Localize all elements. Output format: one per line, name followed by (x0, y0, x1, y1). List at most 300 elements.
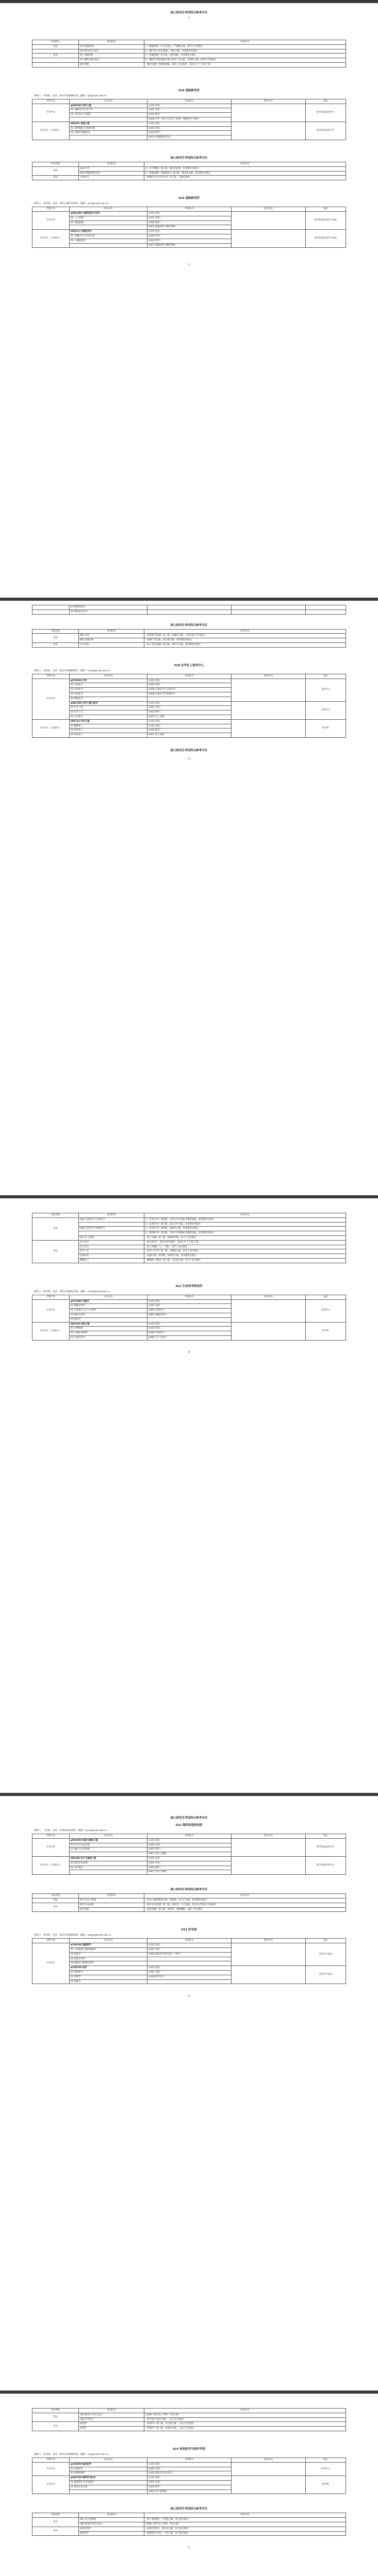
table-header-cell: 考试科目 (147, 2458, 231, 2462)
table-cell: 1.《有机化学》第四版，高鸿宾主编，高等教育出版社 (144, 1227, 346, 1231)
table-cell: ②201 英语一 (147, 706, 231, 710)
table-cell: ③302 数学二 (147, 710, 231, 715)
table-cell: 02 核技术及应用 (69, 2485, 147, 2489)
table-cell (69, 117, 147, 122)
table-cell: 《数字信号处理》第三版，高西全、丁玉美编，西安电子科技大学出版社 (144, 1903, 346, 1907)
table-cell: ③626 无机化学与分析化学 (147, 688, 231, 692)
table-cell: 01 化学工程 (69, 706, 147, 710)
table-header-cell: 参考书目 (144, 40, 346, 45)
table-cell: 同等学力 (306, 1299, 346, 1322)
section-title: 023 医学部 (181, 1928, 197, 1932)
page-number: 21 (187, 2546, 191, 2549)
table-cell: ②201 英语一 (147, 108, 231, 113)
table-cell: 851 原子核物理 (79, 2518, 144, 2522)
table-cell: 笔试 (32, 166, 79, 176)
table-cell: 862 电路分析 (79, 638, 144, 643)
table-cell: 放射生物学 (79, 2527, 144, 2531)
page-number: 17 (187, 263, 191, 266)
table-cell: 03 物联网技术 (69, 605, 147, 610)
table-cell: 笔试 (32, 44, 79, 49)
table-cell (231, 2462, 305, 2476)
table-cell: 跨学科 (306, 1322, 346, 1340)
table-cell: ②201 英语一 (147, 216, 231, 221)
table-cell: 通信原理 (79, 1907, 144, 1912)
table-header-cell: 考试科目 (79, 1894, 144, 1899)
table-cell: ④845 细胞生物学 (147, 1313, 231, 1317)
table-cell (69, 1852, 147, 1857)
table-cell: 881 材料 (79, 634, 144, 638)
table-cell: 02. 光电显示与照明 (69, 113, 147, 117)
table-cell: 学术学位 (32, 679, 70, 719)
table-header-cell: 考试科目 (79, 2409, 144, 2413)
table-cell: 跨学科或同等学力 (306, 122, 346, 140)
page-separator (0, 1793, 378, 1796)
page-number: 20 (187, 1994, 191, 1997)
section-title: 022 海洋信息研究院 (175, 1824, 203, 1827)
table-cell: 2.《物理化学》第五版，天津大学物理化学教研室编，高等教育出版社 (144, 1231, 346, 1236)
table-cell: 《综合化学》，苏州大学出版社，2015 年 7 月第 1 版 (144, 1240, 346, 1245)
exam-books-table (32, 1893, 346, 1912)
table-cell: 01. 机械原理 (79, 54, 144, 58)
table-header-cell: 专业方向 (69, 99, 147, 104)
table-cell (231, 1838, 305, 1856)
table-cell: 833 机械原理及设计 (79, 171, 144, 176)
table-cell: ④837 化工原理 (147, 715, 231, 719)
table-cell: 349 药学综合 (79, 2417, 144, 2422)
table-cell (231, 1856, 305, 1874)
table-cell: ◆070300 化学 (69, 679, 147, 683)
table-header-cell: 参考书目 (144, 1894, 346, 1899)
table-cell: 跨学科或同等学力加试 (306, 211, 346, 229)
table-cell: 跨学科或同等学力 (306, 1838, 346, 1856)
table-cell: 《化学工艺学》第二版，米镇涛主编，化学工业出版社 (144, 1249, 346, 1254)
table-header-cell: 考试科目 (147, 1295, 231, 1299)
table-cell: ②201 英语一 (147, 1970, 231, 1975)
table-cell: 《化工原理》（上、下册），化学工业出版社 (144, 1245, 346, 1249)
table-cell: ③301 数学一 (147, 1848, 231, 1852)
table-cell: 01 辐射防护及环境保护 (69, 2480, 147, 2485)
table-header-cell: 参考书目 (231, 99, 305, 104)
table-cell: ①101 政治 (147, 104, 231, 108)
table-header-cell: 考试科目 (79, 2513, 144, 2518)
table-cell: 03 药理学 (69, 1979, 147, 1984)
table-cell: ②204 英语二 (147, 126, 231, 131)
table-cell: ③302 数学二 (147, 728, 231, 733)
contact-line: 联系人：刘老师，电话：0512-65880361，邮箱：hxyjs@suda.edu.cn (34, 669, 110, 672)
table-cell: 专业学位（工程硕士） (32, 122, 70, 140)
table-cell: 03 神经生物学 (69, 1313, 147, 1317)
table-cell: ①101 政治 (147, 1322, 231, 1327)
table-cell: 《精细化工概论》第三版，宋启煌主编，化学工业出版社 (144, 1258, 346, 1263)
table-cell: 01 精细化工 (69, 724, 147, 728)
table-cell (147, 1317, 231, 1322)
table-cell (231, 609, 305, 614)
table-cell: 02 水声通信 (69, 1866, 147, 1870)
table-header-cell: 考试类型 (32, 1213, 79, 1218)
exam-books-table (32, 162, 346, 180)
exam-books-table (32, 629, 346, 648)
table-cell: ②201 英语一 (147, 1947, 231, 1952)
table-cell: ①101 政治 (147, 122, 231, 126)
document-page (32, 2398, 346, 2549)
table-header-cell: 备注 (306, 1295, 346, 1299)
table-cell: 306 临床医学综合能力 (79, 2413, 144, 2417)
table-cell: ②201 英语一 (147, 683, 231, 688)
table-cell: 综合化学 (79, 1240, 144, 1245)
table-cell: ①101 政治 (147, 230, 231, 234)
table-cell: ③349 药学综合 (147, 1975, 231, 1979)
table-cell: 01 生物制药 (69, 1327, 147, 1331)
table-cell (231, 104, 305, 122)
table-cell: 04 遗传学 (69, 1317, 147, 1322)
table-cell: ◆100700 药学 (69, 1966, 147, 1971)
table-cell: 03 病原生物学 (69, 1957, 147, 1961)
program-table (32, 99, 346, 140)
table-cell: 085216 化学工程 (69, 719, 147, 724)
table-cell: ①101 政治 (147, 1966, 231, 1971)
table-header-cell: 考试科目 (79, 1213, 144, 1218)
table-cell: 03 环境化工 (69, 733, 147, 738)
table-header-cell: 考试类型 (32, 1894, 79, 1899)
table-header-cell: 考试科目 (147, 99, 231, 104)
table-cell: 085238 生物工程 (69, 1322, 147, 1327)
table-cell: 同等学力加试 (306, 1943, 346, 1966)
table-cell (69, 225, 147, 230)
table-cell: 专业学位（工程硕士） (32, 719, 70, 737)
table-cell: 《电子技术基础》第六版，康华光主编，高等教育出版社 (144, 642, 346, 647)
table-cell: 复试 (32, 2422, 79, 2431)
table-cell: ①101 政治 (147, 1943, 231, 1948)
table-cell: 专业学位（工程硕士） (32, 1856, 70, 1874)
table-cell: 2.《数字电子技术基础》，阎石主编，高等教育出版社 (144, 49, 346, 54)
table-cell: 1.《数据结构（C 语言版）》，严蔚敏主编，清华大学出版社 (144, 44, 346, 49)
table-cell: 笔试 (32, 2413, 79, 2422)
table-cell: 837 化工原理 (79, 1235, 144, 1240)
table-cell: 《化工原理》第三版，陈敏恒等编，化学工业出版社 (144, 1235, 346, 1240)
table-cell: ①101 政治 (147, 701, 231, 706)
table-header-cell: 学科专业 (32, 674, 70, 679)
table-cell (79, 1231, 144, 1236)
program-table (32, 1295, 346, 1341)
table-cell (147, 605, 231, 610)
table-header-cell: 考试科目 (79, 629, 144, 634)
table-cell: 02 药剂学 (69, 1975, 147, 1979)
table-cell: 02 化学工艺 (69, 710, 147, 715)
table-cell: 01 放射医学 (69, 2467, 147, 2471)
table-header-cell: 考试类型 (32, 2513, 79, 2518)
exam-books-table (32, 2408, 346, 2431)
contact-line: 联系人：刘老师，电话：0512-86770010，邮箱：yjsb@suda.edu.cn (34, 202, 109, 206)
table-cell: 085211 计算机技术 (69, 230, 147, 234)
table-cell: 1.《无机化学》第四版，天津大学无机化学教研室编，高等教育出版社 (144, 1217, 346, 1222)
table-cell: 02 通信与信息系统 (69, 1848, 147, 1852)
table-cell (306, 605, 346, 610)
running-header: 硕士研究生考试科目参考书目 (170, 749, 208, 752)
table-cell (231, 122, 305, 140)
table-cell: 笔试 (32, 1217, 79, 1240)
table-cell: 复试 (32, 176, 79, 180)
table-cell: 02. 大数据技术 (69, 239, 147, 243)
table-cell (69, 135, 147, 140)
table-cell: 《信号与线性系统分析》第四版，吴大正主编，高等教育出版社 (144, 1898, 346, 1903)
table-cell: ①101 政治 (147, 2462, 231, 2467)
table-header-cell: 学科专业 (32, 1834, 70, 1839)
table-cell (69, 243, 147, 248)
table-cell: ③306 临床医学综合能力（西医） (147, 1952, 231, 1957)
contact-line: 联系人：杨老师，电话：0512-65882015，邮箱：smkx@suda.edu.cn (34, 1290, 110, 1293)
table-cell (231, 211, 305, 229)
program-table (32, 2458, 346, 2494)
table-cell: 专业学位 (32, 2476, 70, 2494)
table-cell: 专业学位（工程硕士） (32, 1322, 70, 1340)
contact-line: 联系人：周老师，电话：0512-65880063，邮箱：rmp@suda.edu.cn (34, 2453, 109, 2456)
document-page (32, 1202, 346, 1353)
contact-line: 联系人：王老师，电话：15951022290，邮箱：hyxx@suda.edu.cn (34, 1829, 107, 1832)
table-cell: 《放射生物学》，龚守良主编，原子能出版社 (144, 2527, 346, 2531)
program-table (32, 1834, 346, 1875)
table-cell (231, 1966, 305, 1984)
table-cell (32, 62, 79, 67)
table-cell: ◆080300 光学工程 (69, 104, 147, 108)
table-header-cell: 参考书目 (231, 2458, 305, 2462)
table-cell: 626 无机化学与分析化学 (79, 1217, 144, 1222)
contact-line: 联系人：郭老师，电话：0512-65880052，邮箱：yxbyjs@suda.edu.cn (34, 1934, 111, 1937)
table-cell: 085201 机械工程 (69, 122, 147, 126)
table-cell: 《药学综合考试大纲》，人民卫生出版社 (144, 2417, 346, 2422)
exam-books-table (32, 40, 346, 67)
table-cell: ①101 政治 (147, 679, 231, 683)
table-cell: 《辐射防护导论》，方杰主编，原子能出版社 (144, 2531, 346, 2536)
table-cell: ②204 英语二 (147, 724, 231, 728)
table-cell: 2.《微型计算机原理与接口技术》第五版，冯博琴主编，清华大学出版社 (144, 58, 346, 63)
page-separator (0, 1195, 378, 1198)
table-cell: 跨学科或同等学力 (306, 104, 346, 122)
table-cell: 学术学位 (32, 1299, 70, 1322)
table-cell: 02 生物化学与分子生物学 (69, 1309, 147, 1313)
table-cell (231, 230, 305, 248)
table-cell: 01. 微纳光学与光子学 (69, 108, 147, 113)
table-cell: 笔试 (32, 634, 79, 643)
table-header-cell: 学科专业 (32, 2458, 70, 2462)
section-title: 021 生命科学研究所 (175, 1284, 203, 1288)
table-cell: ③306 临床医学综合能力 (147, 2471, 231, 2476)
table-cell: 学术学位 (32, 1943, 70, 1984)
table-cell: 光学综合 (79, 176, 144, 180)
table-header-cell: 参考书目 (144, 1213, 346, 1218)
table-cell (69, 2489, 147, 2494)
table-header-cell: 专业方向 (69, 1295, 147, 1299)
table-cell: ④877 信号与系统 (147, 1852, 231, 1857)
table-cell: ③630 生物化学 (147, 1309, 231, 1313)
table-header-cell: 考试类型 (32, 629, 79, 634)
table-cell: ④872 数据结构与操作系统 (147, 243, 231, 248)
table-cell: ④836 有机化学与物理化学 (147, 692, 231, 697)
section-title: 020 化学化工研究中心 (174, 664, 204, 667)
table-cell: ①101 政治 (147, 1838, 231, 1843)
table-cell: ③301 数学一 (147, 221, 231, 225)
table-cell: 病理学 (79, 2422, 144, 2427)
table-cell: 830 光学 (79, 166, 144, 171)
table-header-cell: 专业方向 (69, 1939, 147, 1943)
table-cell (231, 605, 305, 610)
table-cell: 《物理光学与应用光学》第三版，石顺祥等编 (144, 176, 346, 180)
table-header-cell: 考试科目 (79, 162, 144, 166)
table-cell: 同等学力 (306, 701, 346, 719)
table-cell: ③302 数学二 (147, 131, 231, 135)
table-cell: 学术学位 (32, 2462, 70, 2476)
table-cell: ④877 信号与系统 (147, 1870, 231, 1875)
table-cell: 01 人体解剖与组织胚胎学 (69, 1947, 147, 1952)
table-header-cell: 参考书目 (144, 162, 346, 166)
running-header: 硕士研究生考试科目参考书目 (170, 2507, 208, 2511)
table-cell: 《药理学》第八版，朱依谆主编，人民卫生出版社 (144, 2427, 346, 2431)
table-header-cell: 考试科目 (79, 40, 144, 45)
table-cell: ②201 英语一 (147, 2467, 231, 2471)
table-cell: 《通信原理》第七版，樊昌信、曹丽娜编，国防工业出版社 (144, 1907, 346, 1912)
table-header-cell: 备注 (306, 2458, 346, 2462)
document-page (32, 605, 346, 760)
table-cell: 药理学 (79, 2427, 144, 2431)
running-header: 硕士研究生考试科目参考书目 (170, 156, 208, 160)
table-cell: 跨学科或同等学力 (306, 1856, 346, 1874)
table-cell (32, 605, 70, 610)
table-header-cell: 考试科目 (147, 674, 231, 679)
table-header-cell: 学科专业 (32, 1939, 70, 1943)
table-cell: 复试 (32, 54, 79, 58)
table-cell: 01. 微纳制造与智能检测 (69, 126, 147, 131)
table-cell: 学术学位 (32, 104, 70, 122)
table-cell: 笔试 (32, 1898, 79, 1903)
table-cell: 2.《机械原理》《机械设计》第九版，濮良贵主编，高等教育出版社 (144, 171, 346, 176)
table-cell: 专业学位（工程硕士） (32, 230, 70, 248)
table-cell: 同等学力 (306, 2462, 346, 2476)
table-cell: ◆081700 化学工程与技术 (69, 701, 147, 706)
exam-books-table (32, 2513, 346, 2536)
table-cell: 学术学位 (32, 1838, 70, 1856)
table-cell (231, 1322, 305, 1340)
table-cell: 《材料科学基础》第三版，胡赓祥主编，上海交通大学出版社 (144, 634, 346, 638)
table-header-cell: 专业方向 (69, 1834, 147, 1839)
table-cell: 学术学位 (32, 211, 70, 229)
program-table (32, 674, 346, 738)
table-cell (69, 1870, 147, 1875)
table-cell: 04 物理化学 (69, 697, 147, 701)
table-cell (231, 1943, 305, 1966)
contact-line: 联系人：乔瑞丽，电话：0512-62088114，邮箱：qrl@suda.edu.cn (34, 94, 107, 97)
table-cell: 数字信号处理 (79, 1903, 144, 1907)
table-header-cell: 备注 (306, 1939, 346, 1943)
table-cell: 01. 机器学习与认知计算 (69, 234, 147, 239)
table-header-cell: 参考书目 (144, 2409, 346, 2413)
table-header-cell: 考试科目 (147, 1939, 231, 1943)
table-header-cell: 参考书目 (231, 1834, 305, 1839)
table-cell: ②204 英语二 (147, 234, 231, 239)
table-cell: 873 数字电子技术 (79, 49, 144, 54)
table-cell: ④872 数据结构与操作系统 (147, 225, 231, 230)
table-cell: 306 临床医学综合能力 (79, 2522, 144, 2527)
table-cell: ④833 机械原理及设计 (147, 135, 231, 140)
table-cell: 跨学科 (306, 2476, 346, 2494)
table-header-cell: 备注 (306, 99, 346, 104)
table-header-cell: 考试科目 (147, 207, 231, 212)
table-cell: 03 有机化学 (69, 692, 147, 697)
section-title: 019 基础研究所 (178, 197, 200, 200)
table-cell: ◆081000 信息与通信工程 (69, 1838, 147, 1843)
table-cell: 01. 人工智能 (69, 216, 147, 221)
table-cell: 085208 电子与通信工程 (69, 1856, 147, 1861)
table-header-cell: 考试类型 (32, 2409, 79, 2413)
page-separator (0, 0, 378, 3)
table-cell: ②201 英语一 (147, 1304, 231, 1309)
table-cell: ②201 英语一 (147, 2480, 231, 2485)
table-cell: 全国硕士研究生入学统一考试大纲 (144, 2522, 346, 2527)
table-cell: 精细化工 (79, 1258, 144, 1263)
table-cell (306, 609, 346, 614)
table-header-cell: 参考书目 (231, 674, 305, 679)
table-cell: ④830 光学（其中几何光学 30%，物理光学 70%） (147, 117, 231, 122)
table-header-cell: 学科专业 (32, 207, 70, 212)
table-cell: ①101 政治 (147, 1856, 231, 1861)
table-cell: ②204 英语二 (147, 1861, 231, 1866)
table-cell: ◆082700 核科学与技术 (69, 2476, 147, 2481)
exam-books-table (32, 1213, 346, 1263)
table-header-cell: 参考书目 (231, 1295, 305, 1299)
table-cell: ③302 数学二 (147, 1866, 231, 1870)
table-cell: 跨学科 (306, 719, 346, 737)
table-cell: 02. 微机原理与接口 (79, 58, 144, 63)
table-cell: 同等学力加试 (306, 1966, 346, 1984)
table-cell: 02 放射肿瘤学 (69, 2471, 147, 2476)
section-title: 018 基础研究所 (178, 89, 200, 92)
page-number: 17 (187, 16, 191, 19)
table-cell: 复试 (32, 2527, 79, 2536)
table-header-cell: 考试类型 (32, 162, 79, 166)
table-cell: 辐射防护 (79, 2531, 144, 2536)
table-cell: ④846 分子生物学 (147, 1335, 231, 1340)
table-cell: 01 药物化学 (69, 1970, 147, 1975)
table-cell (79, 1222, 144, 1227)
program-table (32, 1938, 346, 1984)
table-header-cell: 专业方向 (69, 207, 147, 212)
table-cell: 全国硕士研究生入学统一考试大纲 (144, 2413, 346, 2417)
table-cell: 复试 (32, 1240, 79, 1263)
table-cell (32, 49, 79, 54)
table-cell (231, 1299, 305, 1322)
table-cell: 01 信号与信息处理 (69, 1843, 147, 1848)
table-cell: 03 生物信息学 (69, 1335, 147, 1340)
running-header: 硕士研究生考试科目参考书目 (170, 1817, 208, 1820)
table-cell: 《激光原理》周炳琨等编，国防工业出版社，2014 年 7 月第 7 版 (144, 62, 346, 67)
table-header-cell: 备注 (306, 674, 346, 679)
table-cell: ③302 数学二 (147, 239, 231, 243)
page-separator (0, 598, 378, 601)
table-cell: ③301 数学一 (147, 2485, 231, 2489)
table-cell: ①101 政治 (147, 2476, 231, 2481)
table-header-cell: 备注 (306, 1834, 346, 1839)
table-cell: ①101 政治 (147, 211, 231, 216)
table-cell: ④851 原子核物理 (147, 2489, 231, 2494)
page-number: 18 (187, 757, 191, 760)
table-cell: ③301 数学一 (147, 113, 231, 117)
table-cell (147, 697, 231, 701)
table-cell: 1.《光学教程》第五版，姚启钧原著，高等教育出版社 (144, 166, 346, 171)
table-cell: 电子技术 (79, 642, 144, 647)
table-cell: 02 免疫学 (69, 1952, 147, 1957)
program-table (32, 207, 346, 248)
table-cell: ②201 英语一 (147, 1843, 231, 1848)
table-cell: ◆081200 计算机科学与技术 (69, 211, 147, 216)
table-cell: 笔试 (32, 2518, 79, 2527)
